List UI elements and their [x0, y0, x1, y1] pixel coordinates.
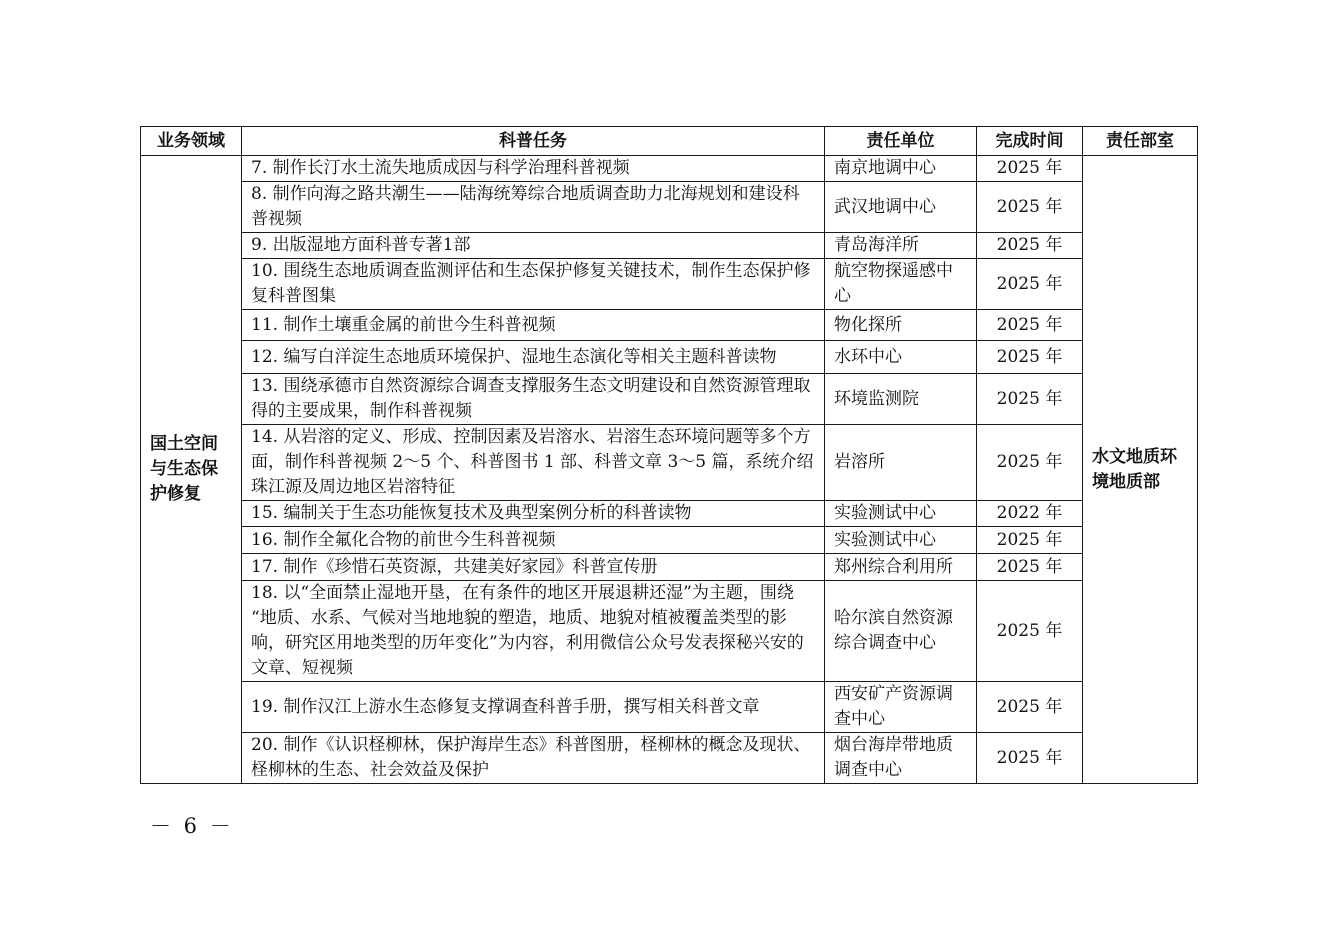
table-row	[141, 733, 1198, 784]
time-cell: 2022 年	[977, 501, 1083, 527]
unit-cell: 武汉地调中心	[825, 182, 977, 233]
time-cell: 2025 年	[977, 341, 1083, 374]
header-area: 业务领域	[141, 127, 242, 156]
task-cell: 8. 制作向海之路共潮生——陆海统筹综合地质调查助力北海规划和建设科普视频	[242, 182, 825, 233]
time-cell: 2025 年	[977, 581, 1083, 682]
unit-cell: 岩溶所	[825, 425, 977, 501]
department-cell: 水文地质环境地质部	[1083, 156, 1198, 784]
task-cell: 13. 围绕承德市自然资源综合调查支撑服务生态文明建设和自然资源管理取得的主要成果，制作科普视频	[242, 374, 825, 425]
area-cell: 国土空间与生态保护修复	[141, 156, 242, 784]
unit-cell: 烟台海岸带地质调查中心	[825, 733, 977, 784]
table-row	[141, 259, 1198, 310]
time-cell: 2025 年	[977, 259, 1083, 310]
task-cell: 14. 从岩溶的定义、形成、控制因素及岩溶水、岩溶生态环境问题等多个方面，制作科普视频 2～5 个、科普图书 1 部、科普文章 3～5 篇，系统介绍珠江源及周边地区岩溶特征	[242, 425, 825, 501]
task-cell: 7. 制作长汀水土流失地质成因与科学治理科普视频	[242, 156, 825, 182]
unit-cell: 实验测试中心	[825, 501, 977, 527]
task-cell: 12. 编写白洋淀生态地质环境保护、湿地生态演化等相关主题科普读物	[242, 341, 825, 374]
table-row	[141, 527, 1198, 554]
table-row	[141, 182, 1198, 233]
unit-cell: 水环中心	[825, 341, 977, 374]
time-cell: 2025 年	[977, 554, 1083, 581]
table-row	[141, 233, 1198, 259]
task-cell: 16. 制作全氟化合物的前世今生科普视频	[242, 527, 825, 554]
header-row	[141, 127, 1198, 156]
table-row	[141, 156, 1198, 182]
time-cell: 2025 年	[977, 182, 1083, 233]
time-cell: 2025 年	[977, 310, 1083, 341]
task-cell: 18. 以“全面禁止湿地开垦，在有条件的地区开展退耕还湿”为主题，围绕 “地质、水系、气候对当地地貌的塑造，地质、地貌对植被覆盖类型的影响，研究区用地类型的历年变化”为内容，利用微信公众号发表探秘兴安的文章、短视频	[242, 581, 825, 682]
page-number: － 6 －	[150, 814, 234, 838]
unit-cell: 西安矿产资源调查中心	[825, 682, 977, 733]
unit-cell: 青岛海洋所	[825, 233, 977, 259]
unit-cell: 环境监测院	[825, 374, 977, 425]
table-row	[141, 554, 1198, 581]
time-cell: 2025 年	[977, 425, 1083, 501]
time-cell: 2025 年	[977, 733, 1083, 784]
time-cell: 2025 年	[977, 682, 1083, 733]
table-row	[141, 374, 1198, 425]
unit-cell: 实验测试中心	[825, 527, 977, 554]
task-table	[140, 126, 1198, 784]
unit-cell: 物化探所	[825, 310, 977, 341]
unit-cell: 哈尔滨自然资源综合调查中心	[825, 581, 977, 682]
time-cell: 2025 年	[977, 374, 1083, 425]
table-row	[141, 682, 1198, 733]
task-cell: 9. 出版湿地方面科普专著1部	[242, 233, 825, 259]
table-row	[141, 425, 1198, 501]
task-cell: 20. 制作《认识柽柳林，保护海岸生态》科普图册，柽柳林的概念及现状、柽柳林的生态、社会效益及保护	[242, 733, 825, 784]
unit-cell: 航空物探遥感中心	[825, 259, 977, 310]
task-cell: 19. 制作汉江上游水生态修复支撑调查科普手册，撰写相关科普文章	[242, 682, 825, 733]
header-department: 责任部室	[1083, 127, 1198, 156]
unit-cell: 南京地调中心	[825, 156, 977, 182]
header-task: 科普任务	[242, 127, 825, 156]
time-cell: 2025 年	[977, 233, 1083, 259]
task-cell: 11. 制作土壤重金属的前世今生科普视频	[242, 310, 825, 341]
header-unit: 责任单位	[825, 127, 977, 156]
time-cell: 2025 年	[977, 156, 1083, 182]
table-row	[141, 581, 1198, 682]
time-cell: 2025 年	[977, 527, 1083, 554]
unit-cell: 郑州综合利用所	[825, 554, 977, 581]
table-row	[141, 501, 1198, 527]
header-time: 完成时间	[977, 127, 1083, 156]
task-cell: 17. 制作《珍惜石英资源，共建美好家园》科普宣传册	[242, 554, 825, 581]
table-row	[141, 341, 1198, 374]
table-row	[141, 310, 1198, 341]
task-cell: 15. 编制关于生态功能恢复技术及典型案例分析的科普读物	[242, 501, 825, 527]
task-cell: 10. 围绕生态地质调查监测评估和生态保护修复关键技术，制作生态保护修复科普图集	[242, 259, 825, 310]
